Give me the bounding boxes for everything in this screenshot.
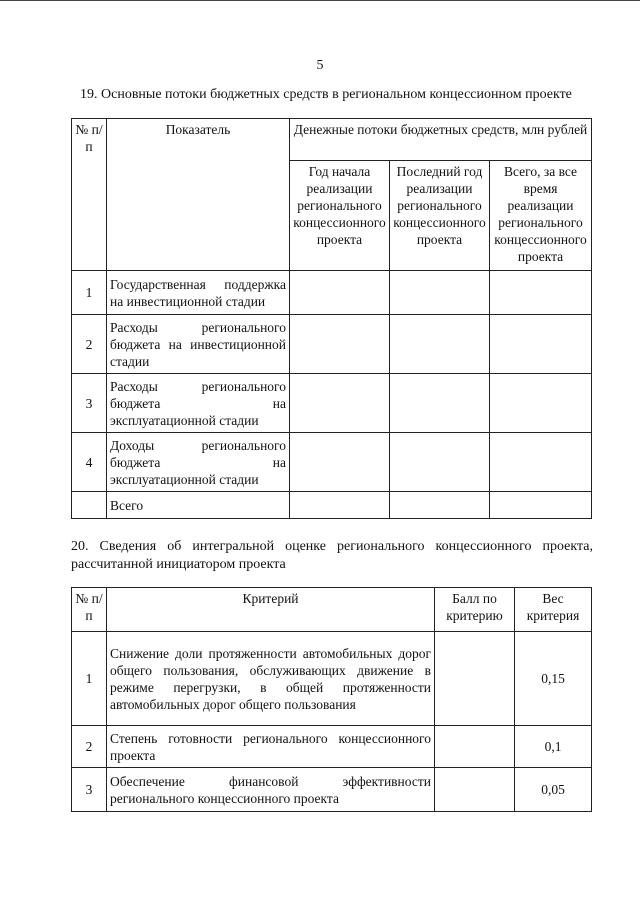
row-num: 4 (72, 433, 107, 492)
cell-weight: 0,05 (515, 768, 592, 812)
integral-assessment-table (71, 587, 592, 812)
cell-weight: 0,1 (515, 726, 592, 768)
cell-year-start (290, 315, 390, 374)
header-num: № п/п (72, 119, 107, 271)
header-year-last: Последний год реализации регионального концессионного проекта (390, 161, 490, 271)
table-row-total (72, 492, 592, 519)
row-num (72, 492, 107, 519)
cell-year-last (390, 271, 490, 315)
header-criterion: Критерий (107, 588, 435, 632)
cell-score (435, 726, 515, 768)
table-row (72, 315, 592, 374)
cell-total (490, 492, 592, 519)
table-row (72, 433, 592, 492)
header-flows: Денежные потоки бюджетных средств, млн рублей (290, 119, 592, 161)
cell-total (490, 433, 592, 492)
cell-score (435, 768, 515, 812)
cell-weight: 0,15 (515, 632, 592, 726)
row-indicator: Доходы регионального бюджета на эксплуатационной стадии (107, 433, 290, 492)
row-criterion: Снижение доли протяженности автомобильных дорог общего пользования, обслуживающих движение в режиме перегрузки, в общей протяженности автомобильных дорог общего пользования (107, 632, 435, 726)
row-num: 2 (72, 315, 107, 374)
row-num: 3 (72, 374, 107, 433)
row-indicator: Расходы регионального бюджета на инвестиционной стадии (107, 315, 290, 374)
cell-year-start (290, 374, 390, 433)
header-num: № п/п (72, 588, 107, 632)
header-year-start: Год начала реализации регионального концессионного проекта (290, 161, 390, 271)
section-19-heading: 19. Основные потоки бюджетных средств в региональном концессионном проекте (80, 87, 572, 102)
cell-year-last (390, 374, 490, 433)
row-criterion: Обеспечение финансовой эффективности регионального концессионного проекта (107, 768, 435, 812)
table-row (72, 632, 592, 726)
page-number: 5 (316, 58, 324, 73)
cell-total (490, 271, 592, 315)
cell-score (435, 632, 515, 726)
cell-year-last (390, 433, 490, 492)
row-num: 1 (72, 632, 107, 726)
row-indicator: Государственная поддержка на инвестиционной стадии (107, 271, 290, 315)
row-num: 2 (72, 726, 107, 768)
table-row (72, 374, 592, 433)
header-total: Всего, за все время реализации регионального концессионного проекта (490, 161, 592, 271)
table-row (72, 768, 592, 812)
header-score: Балл по критерию (435, 588, 515, 632)
cell-year-last (390, 492, 490, 519)
cell-year-start (290, 271, 390, 315)
table-row (72, 271, 592, 315)
row-criterion: Степень готовности регионального концессионного проекта (107, 726, 435, 768)
row-num: 3 (72, 768, 107, 812)
cell-total (490, 315, 592, 374)
header-weight: Вес критерия (515, 588, 592, 632)
cell-year-start (290, 433, 390, 492)
cell-total (490, 374, 592, 433)
row-indicator: Всего (107, 492, 290, 519)
header-indicator: Показатель (107, 119, 290, 271)
page-top-border (0, 0, 640, 7)
row-num: 1 (72, 271, 107, 315)
table-row (72, 726, 592, 768)
budget-flows-table (71, 118, 592, 519)
row-indicator: Расходы регионального бюджета на эксплуатационной стадии (107, 374, 290, 433)
cell-year-last (390, 315, 490, 374)
cell-year-start (290, 492, 390, 519)
section-20-heading: 20. Сведения об интегральной оценке регионального концессионного проекта, рассчитанной инициатором проекта (71, 539, 593, 572)
